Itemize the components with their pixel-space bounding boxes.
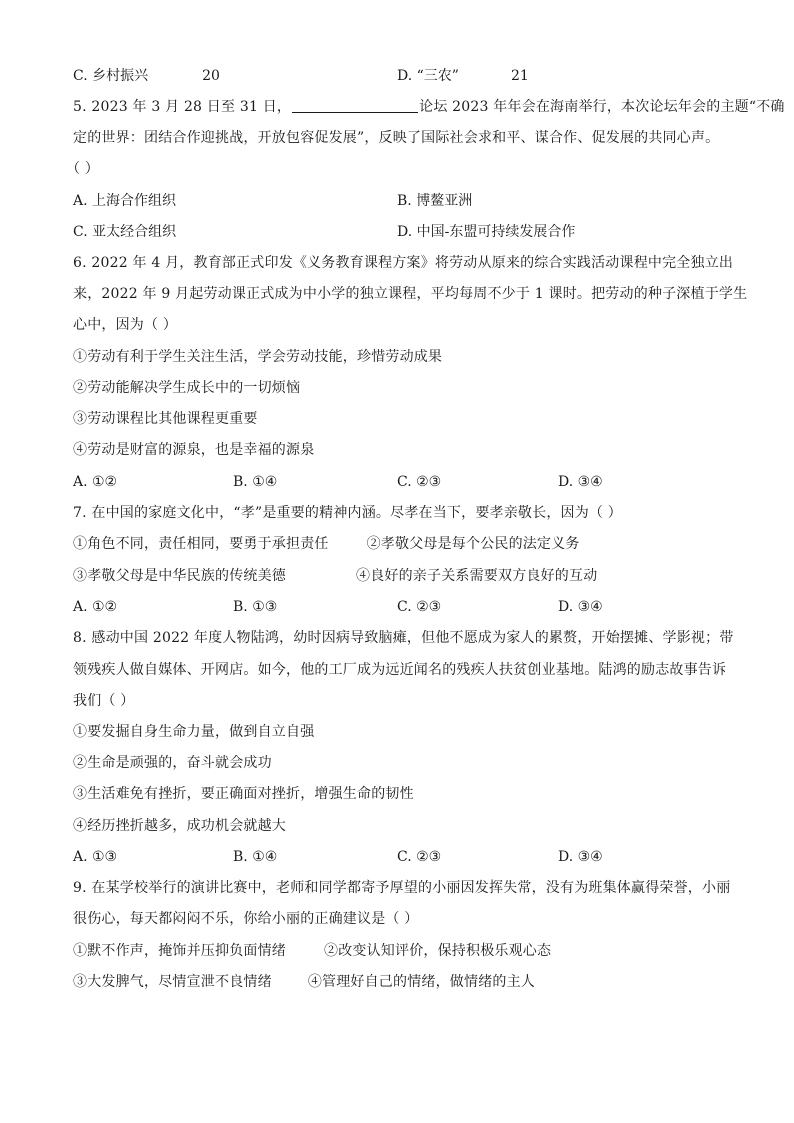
q7-statement-row2 — [73, 566, 597, 586]
q8-stem-line2: 领残疾人做自媒体、开网店。如今，他的工厂成为远近闻名的残疾人扶贫创业基地。陆鸿的励志故事告诉 — [73, 662, 727, 678]
q4-option-c-number: 20 — [202, 68, 220, 84]
q7-statement-2: ②孝敬父母是每个公民的法定义务 — [366, 536, 580, 552]
q5-option-c[interactable]: C. 亚太经合组织 — [73, 224, 177, 240]
q5-option-a[interactable]: A. 上海合作组织 — [73, 193, 177, 209]
q6-option-d[interactable]: D. ③④ — [558, 474, 603, 490]
q7-statement-row1 — [73, 534, 580, 554]
q4-option-d-label: D. “三农” — [397, 68, 459, 84]
q6-option-a[interactable]: A. ①② — [73, 474, 118, 490]
q6-stem-line1: 6. 2022 年 4 月，教育部正式印发《义务教育课程方案》将劳动从原来的综合实践活动课程中完全独立出 — [73, 255, 734, 271]
q8-statement-1: ①要发掘自身生命力量，做到自立自强 — [73, 724, 315, 740]
q7-option-b[interactable]: B. ①③ — [233, 599, 278, 615]
q4-option-d-number: 21 — [510, 68, 529, 84]
q6-option-c[interactable]: C. ②③ — [397, 474, 442, 490]
q6-statement-4: ④劳动是财富的源泉，也是幸福的源泉 — [73, 442, 315, 458]
q7-statement-1: ①角色不同，责任相同，要勇于承担责任 — [73, 536, 329, 552]
q9-stem-line1: 9. 在某学校举行的演讲比赛中，老师和同学都寄予厚望的小丽因发挥失常，没有为班集体赢得荣誉，小丽 — [73, 880, 731, 896]
q8-option-c[interactable]: C. ②③ — [397, 849, 442, 865]
q5-answer-blank[interactable] — [292, 98, 418, 113]
q8-statement-3: ③生活难免有挫折，要正确面对挫折，增强生命的韧性 — [73, 786, 414, 802]
q6-stem-line2: 来，2022 年 9 月起劳动课正式成为中小学的独立课程，平均每周不少于 1 课时。把劳动的种子深植于学生 — [73, 286, 748, 302]
q8-stem-line3: 我们（ ） — [73, 693, 135, 709]
q5-stem-line1 — [73, 97, 785, 117]
q5-stem-line2: 定的世界：团结合作迎挑战，开放包容促发展”，反映了国际社会求和平、谋合作、促发展的共同心声。 — [73, 130, 720, 146]
q8-option-a[interactable]: A. ①③ — [73, 849, 118, 865]
q6-statement-3: ③劳动课程比其他课程更重要 — [73, 411, 258, 427]
q5-answer-bracket: （ ） — [66, 161, 100, 177]
q8-statement-2: ②生命是顽强的，奋斗就会成功 — [73, 755, 272, 771]
q9-statement-2: ②改变认知评价，保持积极乐观心态 — [324, 943, 552, 959]
q6-statement-1: ①劳动有利于学生关注生活，学会劳动技能，珍惜劳动成果 — [73, 349, 443, 365]
q4-option-d[interactable] — [397, 66, 529, 86]
q6-option-b[interactable]: B. ①④ — [233, 474, 278, 490]
q8-option-b[interactable]: B. ①④ — [233, 849, 278, 865]
q9-statement-row2 — [73, 972, 535, 992]
q9-statement-row1 — [73, 941, 551, 961]
q9-statement-1: ①默不作声，掩饰并压抑负面情绪 — [73, 943, 286, 959]
q7-stem-line1: 7. 在中国的家庭文化中，“孝”是重要的精神内涵。尽孝在当下，要孝亲敬长，因为（ ） — [73, 505, 622, 521]
q8-statement-4: ④经历挫折越多，成功机会就越大 — [73, 818, 286, 834]
q8-option-d[interactable]: D. ③④ — [558, 849, 603, 865]
q7-option-d[interactable]: D. ③④ — [558, 599, 603, 615]
q5-option-d[interactable]: D. 中国-东盟可持续发展合作 — [397, 224, 576, 240]
q7-statement-4: ④良好的亲子关系需要双方良好的互动 — [356, 568, 598, 584]
q4-option-c-label: C. 乡村振兴 — [73, 68, 149, 84]
q5-option-b[interactable]: B. 博鳌亚洲 — [397, 193, 473, 209]
q5-text-after-blank: 论坛 2023 年年会在海南举行，本次论坛年会的主题“不确 — [419, 99, 785, 115]
q5-text-before-blank: 5. 2023 年 3 月 28 日至 31 日， — [73, 99, 292, 115]
q4-option-c[interactable] — [73, 66, 220, 86]
q7-statement-3: ③孝敬父母是中华民族的传统美德 — [73, 568, 286, 584]
q6-statement-2: ②劳动能解决学生成长中的一切烦恼 — [73, 380, 301, 396]
q9-statement-4: ④管理好自己的情绪，做情绪的主人 — [307, 974, 536, 990]
q7-option-a[interactable]: A. ①② — [73, 599, 118, 615]
q9-stem-line2: 很伤心，每天都闷闷不乐，你给小丽的正确建议是（ ） — [73, 911, 419, 927]
q8-stem-line1: 8. 感动中国 2022 年度人物陆鸿，幼时因病导致脑瘫，但他不愿成为家人的累赘，开始摆摊、学影视；带 — [73, 630, 734, 646]
q9-statement-3: ③大发脾气，尽情宣泄不良情绪 — [73, 974, 272, 990]
q6-stem-line3: 心中，因为（ ） — [73, 317, 178, 333]
q7-option-c[interactable]: C. ②③ — [397, 599, 442, 615]
